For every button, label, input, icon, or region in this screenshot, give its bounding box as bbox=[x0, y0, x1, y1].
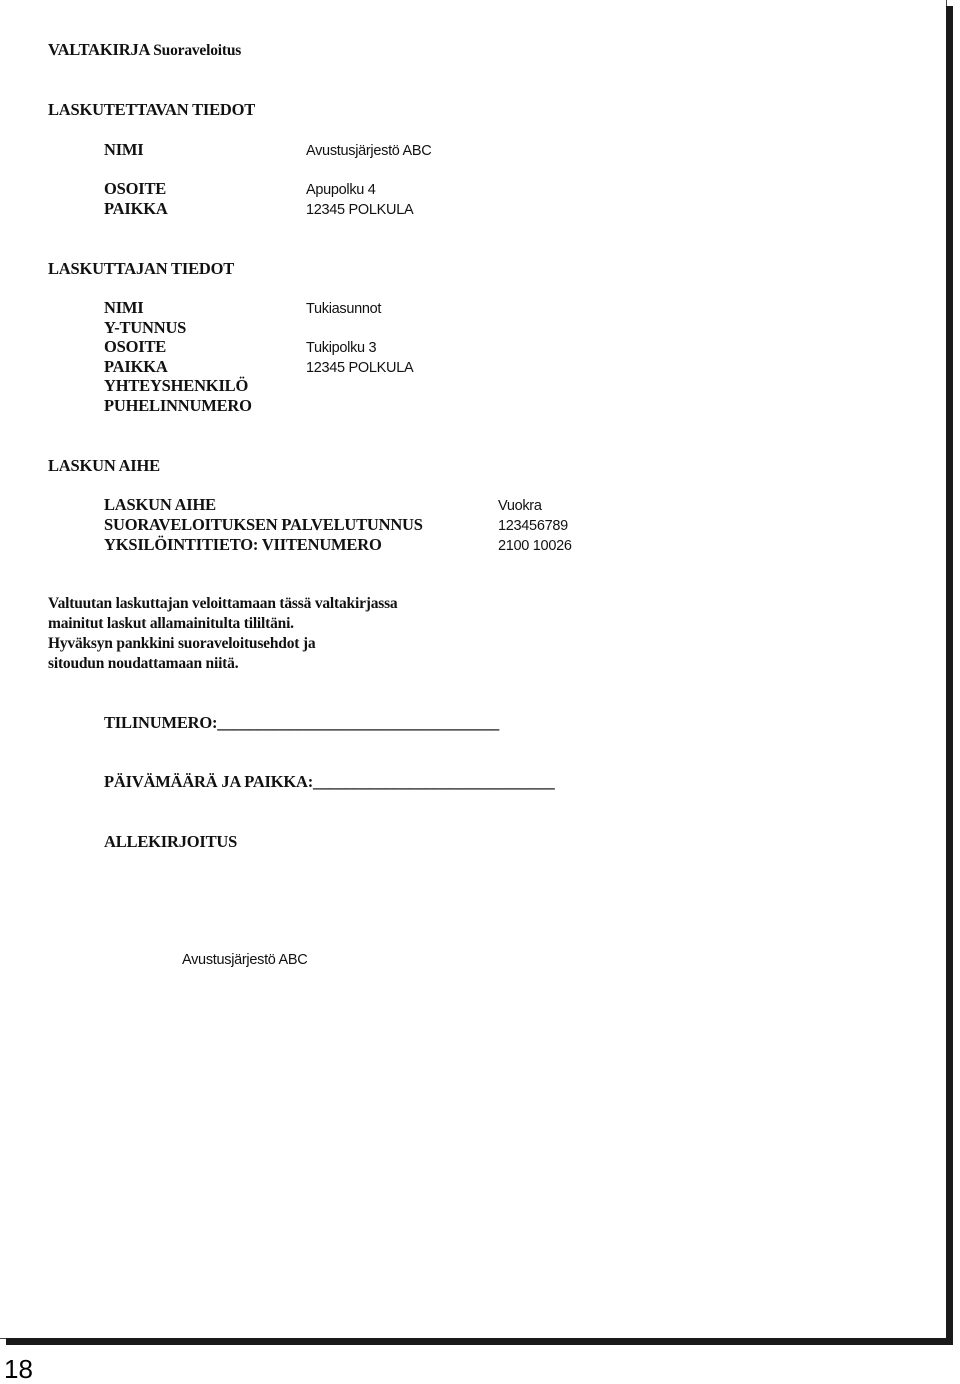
account-number-field: TILINUMERO:___________________________________ bbox=[104, 713, 500, 732]
payer-address-value: Apupolku 4 bbox=[306, 182, 376, 198]
page-shadow-bottom bbox=[6, 1338, 953, 1345]
invoice-subject-value: Vuokra bbox=[498, 498, 542, 514]
authorization-line-2: mainitut laskut allamainitulta tililtäni. bbox=[48, 615, 294, 632]
invoice-subject-label: LASKUN AIHE bbox=[104, 495, 216, 514]
document-subtitle: Suoraveloitus bbox=[153, 42, 242, 59]
invoice-service-id-label: SUORAVELOITUKSEN PALVELUTUNNUS bbox=[104, 515, 423, 534]
biller-contact-label: YHTEYSHENKILÖ bbox=[104, 376, 249, 395]
payer-name-value: Avustusjärjestö ABC bbox=[306, 143, 432, 159]
signer-name: Avustusjärjestö ABC bbox=[182, 952, 308, 968]
biller-address-label: OSOITE bbox=[104, 337, 167, 356]
page-number: 18 bbox=[4, 1354, 33, 1384]
biller-phone-label: PUHELINNUMERO bbox=[104, 396, 252, 415]
authorization-line-4: sitoudun noudattamaan niitä. bbox=[48, 655, 239, 672]
signature-label: ALLEKIRJOITUS bbox=[104, 832, 238, 851]
invoice-heading: LASKUN AIHE bbox=[48, 456, 160, 475]
authorization-line-1: Valtuutan laskuttajan veloittamaan tässä valtakirjassa bbox=[48, 595, 398, 612]
payer-city-value: 12345 POLKULA bbox=[306, 202, 414, 218]
biller-address-value: Tukipolku 3 bbox=[306, 340, 377, 356]
document-title bbox=[48, 40, 241, 61]
biller-name-value: Tukiasunnot bbox=[306, 301, 382, 317]
biller-heading: LASKUTTAJAN TIEDOT bbox=[48, 259, 235, 278]
payer-address-label: OSOITE bbox=[104, 179, 167, 198]
biller-business-id-label: Y-TUNNUS bbox=[104, 318, 187, 337]
biller-name-label: NIMI bbox=[104, 298, 144, 317]
invoice-reference-label: YKSILÖINTITIETO: VIITENUMERO bbox=[104, 535, 382, 554]
payer-name-label: NIMI bbox=[104, 140, 144, 159]
payer-heading: LASKUTETTAVAN TIEDOT bbox=[48, 100, 256, 119]
payer-city-label: PAIKKA bbox=[104, 199, 168, 218]
page-shadow-right bbox=[946, 6, 953, 1345]
biller-city-value: 12345 POLKULA bbox=[306, 360, 414, 376]
invoice-reference-value: 2100 10026 bbox=[498, 538, 572, 554]
document-title-main: VALTAKIRJA bbox=[48, 40, 150, 59]
authorization-line-3: Hyväksyn pankkini suoraveloitusehdot ja bbox=[48, 635, 316, 652]
invoice-service-id-value: 123456789 bbox=[498, 518, 568, 534]
biller-city-label: PAIKKA bbox=[104, 357, 168, 376]
date-place-field: PÄIVÄMÄÄRÄ JA PAIKKA:______________________________ bbox=[104, 772, 555, 791]
